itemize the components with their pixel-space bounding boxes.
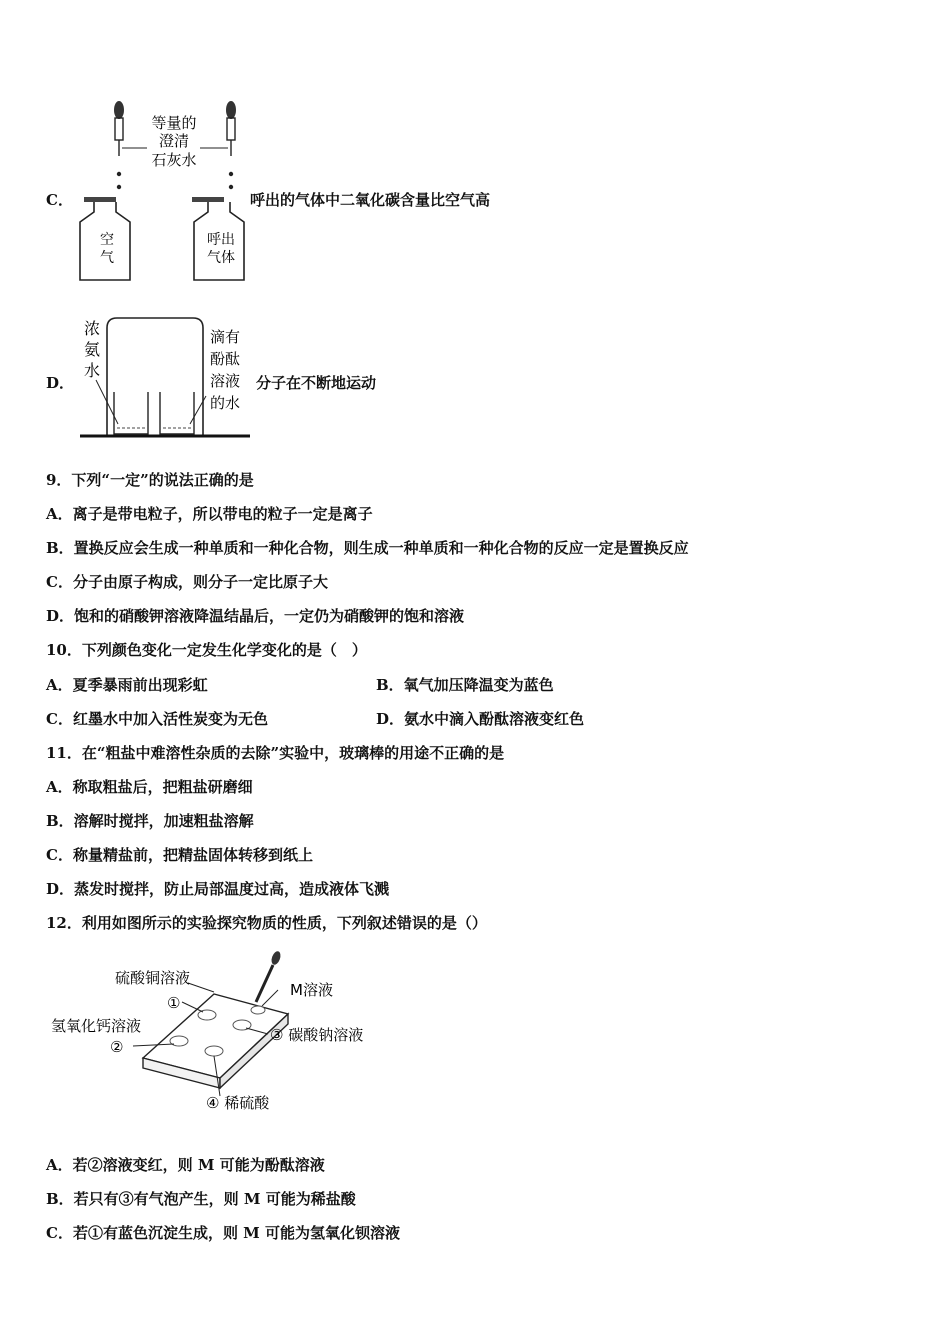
svg-text:空: 空 (100, 232, 114, 248)
q11-option-c: C．称量精盐前，把精盐固体转移到纸上 (46, 846, 313, 864)
svg-text:滴有: 滴有 (209, 328, 241, 346)
q10-option-a: A．夏季暴雨前出现彩虹 (46, 676, 208, 694)
m-solution-label: M溶液 (290, 981, 333, 999)
calcium-hydroxide-label: 氢氧化钙溶液 (51, 1017, 142, 1035)
svg-text:氨: 氨 (83, 340, 101, 359)
q12-option-b: B．若只有③有气泡产生，则 M 可能为稀盐酸 (46, 1190, 356, 1208)
svg-text:的水: 的水 (209, 394, 241, 412)
q11-option-d: D．蒸发时搅拌，防止局部温度过高，造成液体飞溅 (46, 880, 390, 898)
svg-text:酚酞: 酚酞 (209, 350, 241, 368)
q9-option-c: C．分子由原子构成，则分子一定比原子大 (46, 573, 328, 591)
q8-option-d-text: 分子在不断地运动 (256, 374, 377, 392)
q12-option-a: A．若②溶液变红，则 M 可能为酚酞溶液 (46, 1156, 325, 1174)
svg-text:气: 气 (100, 250, 114, 266)
phenolphthalein-beaker (160, 392, 194, 434)
air-bottle (80, 197, 130, 280)
dropper-caption-2: 澄清 (158, 132, 190, 150)
right-dropper-icon (226, 101, 236, 189)
dropper-caption-3: 石灰水 (151, 151, 197, 169)
well-2-label: ② (110, 1038, 124, 1056)
sodium-carbonate-label: ③ 碳酸钠溶液 (270, 1026, 364, 1044)
q10-option-b: B．氧气加压降温变为蓝色 (376, 676, 554, 694)
q10-stem: 10．下列颜色变化一定发生化学变化的是（ ） (46, 641, 367, 659)
q8-d-figure (80, 312, 252, 440)
exhaled-gas-bottle (192, 197, 244, 280)
q9-stem: 9．下列“一定”的说法正确的是 (46, 471, 254, 489)
dilute-sulfuric-acid-label: ④ 稀硫酸 (206, 1094, 270, 1112)
q9-option-a: A．离子是带电粒子，所以带电的粒子一定是离子 (46, 505, 373, 523)
svg-text:溶液: 溶液 (209, 372, 241, 390)
q8-option-c-label: C． (46, 191, 73, 209)
svg-text:气体: 气体 (207, 250, 235, 266)
q9-option-d: D．饱和的硝酸钾溶液降温结晶后，一定仍为硝酸钾的饱和溶液 (46, 607, 465, 625)
m-solution-dropper-icon (256, 950, 282, 1002)
q10-option-d: D．氨水中滴入酚酞溶液变红色 (376, 710, 585, 728)
q11-stem: 11．在“粗盐中难溶性杂质的去除”实验中，玻璃棒的用途不正确的是 (46, 744, 505, 762)
q8-c-figure (72, 98, 252, 284)
copper-sulfate-label: 硫酸铜溶液 (115, 969, 191, 987)
q8-option-d-label: D． (46, 374, 75, 392)
q8-option-c-text: 呼出的气体中二氧化碳含量比空气高 (250, 191, 491, 209)
well-1-label: ① (167, 994, 181, 1012)
q12-stem: 12．利用如图所示的实验探究物质的性质，下列叙述错误的是（） (46, 914, 487, 932)
dropper-caption-1: 等量的 (151, 114, 197, 132)
q11-option-a: A．称取粗盐后，把粗盐研磨细 (46, 778, 253, 796)
svg-text:呼出: 呼出 (207, 232, 235, 248)
svg-text:浓: 浓 (83, 319, 101, 338)
svg-text:水: 水 (83, 361, 101, 380)
q11-option-b: B．溶解时搅拌，加速粗盐溶解 (46, 812, 254, 830)
left-dropper-icon (114, 101, 124, 189)
ammonia-beaker (114, 392, 148, 434)
q9-option-b: B．置换反应会生成一种单质和一种化合物，则生成一种单质和一种化合物的反应一定是置换反应 (46, 539, 689, 557)
q12-option-c: C．若①有蓝色沉淀生成，则 M 可能为氢氧化钡溶液 (46, 1224, 400, 1242)
q10-option-c: C．红墨水中加入活性炭变为无色 (46, 710, 268, 728)
q12-spot-plate-figure (48, 950, 388, 1118)
